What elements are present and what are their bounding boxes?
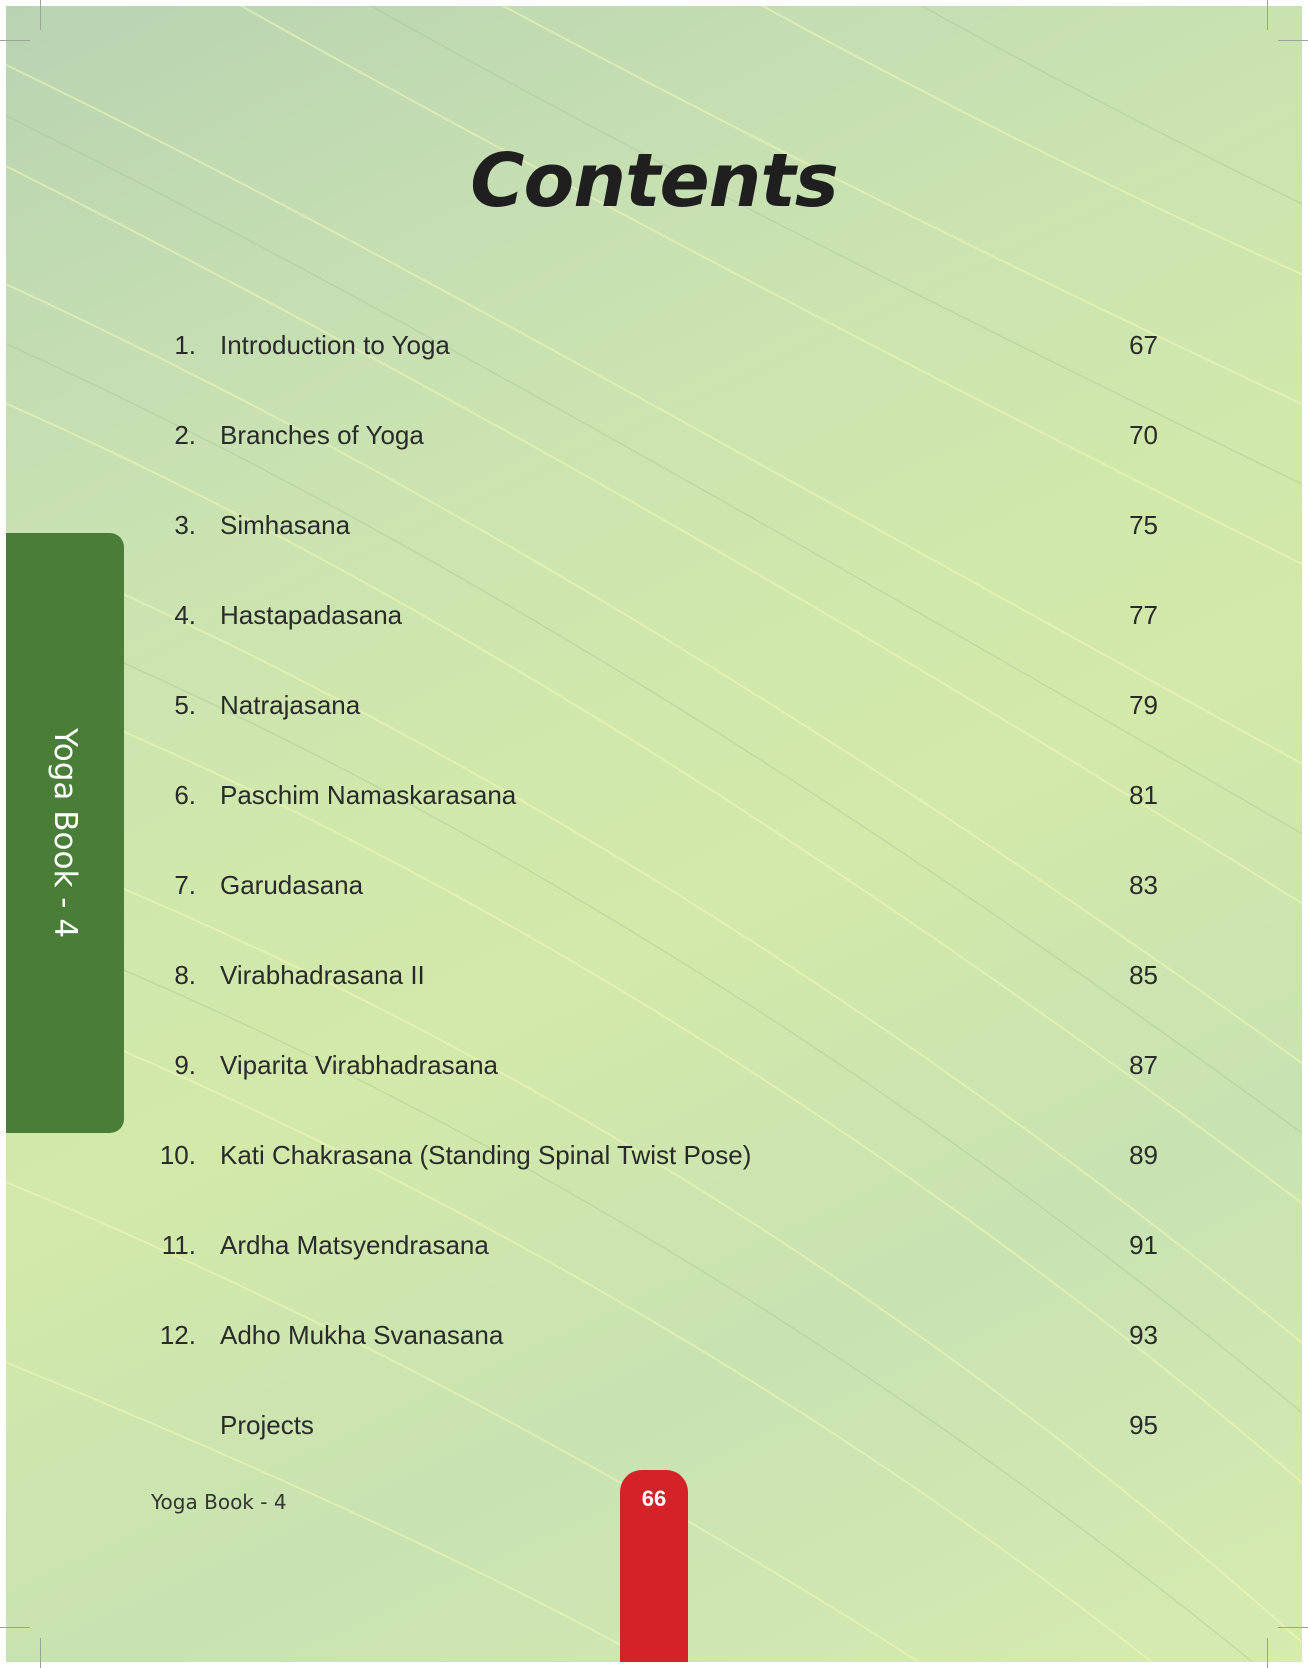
- toc-entry[interactable]: [0, 780, 1308, 830]
- toc-entry[interactable]: [0, 1050, 1308, 1100]
- crop-mark: [1267, 0, 1268, 30]
- toc-entry-title: Branches of Yoga: [220, 420, 424, 450]
- toc-entry[interactable]: [0, 1230, 1308, 1280]
- toc-entry-title: Kati Chakrasana (Standing Spinal Twist Pose): [220, 1140, 752, 1170]
- toc-entry-page: 81: [1129, 780, 1158, 810]
- toc-entry-number: 8.: [174, 960, 196, 990]
- toc-entry-title: Virabhadrasana II: [220, 960, 425, 990]
- toc-entry-title: Projects: [220, 1410, 314, 1440]
- toc-entry-page: 75: [1129, 510, 1158, 540]
- toc-entry-number: 5.: [174, 690, 196, 720]
- toc-entry-page: 93: [1129, 1320, 1158, 1350]
- toc-entry[interactable]: [0, 960, 1308, 1010]
- crop-mark: [40, 1638, 41, 1668]
- toc-entry[interactable]: [0, 420, 1308, 470]
- toc-entry-title: Introduction to Yoga: [220, 330, 450, 360]
- crop-mark: [40, 0, 41, 30]
- footer-book-title: Yoga Book - 4: [151, 1490, 287, 1514]
- toc-entry-page: 77: [1129, 600, 1158, 630]
- toc-entry[interactable]: [0, 870, 1308, 920]
- toc-entry[interactable]: [0, 600, 1308, 650]
- toc-entry-title: Garudasana: [220, 870, 364, 900]
- toc-entry-projects[interactable]: [0, 1410, 1308, 1460]
- toc-entry-number: 9.: [174, 1050, 196, 1080]
- toc-entry[interactable]: [0, 690, 1308, 740]
- toc-entry-title: Adho Mukha Svanasana: [220, 1320, 504, 1350]
- toc-entry-title: Paschim Namaskarasana: [220, 780, 517, 810]
- toc-entry-number: 12.: [159, 1320, 196, 1350]
- toc-entry-page: 85: [1129, 960, 1158, 990]
- toc-entry-number: 11.: [161, 1230, 196, 1260]
- toc-entry-page: 70: [1129, 420, 1158, 450]
- toc-entry-number: 6.: [174, 780, 196, 810]
- toc-entry-page: 79: [1129, 690, 1158, 720]
- toc-entry-number: 1.: [174, 330, 196, 360]
- toc-entry-page: 95: [1129, 1410, 1158, 1440]
- crop-mark: [1267, 1638, 1268, 1668]
- toc-entry-title: Hastapadasana: [220, 600, 403, 630]
- toc-entry-page: 83: [1129, 870, 1158, 900]
- toc-entry-number: 2.: [174, 420, 196, 450]
- toc-entry-page: 67: [1129, 330, 1158, 360]
- toc-entry-number: 3.: [174, 510, 196, 540]
- toc-entry[interactable]: [0, 1140, 1308, 1190]
- toc-entry-title: Viparita Virabhadrasana: [220, 1050, 499, 1080]
- page-title: Contents: [470, 138, 838, 224]
- toc-entry-number: 4.: [174, 600, 196, 630]
- crop-mark: [0, 40, 30, 41]
- page-number: 66: [641, 1486, 667, 1511]
- toc-entry-title: Ardha Matsyendrasana: [220, 1230, 489, 1260]
- toc-entry-number: 7.: [174, 870, 196, 900]
- toc-entry[interactable]: [0, 1320, 1308, 1370]
- crop-mark: [1278, 1627, 1308, 1628]
- toc-entry[interactable]: [0, 510, 1308, 560]
- page-number-tab: [620, 1470, 688, 1662]
- toc-entry-number: 10.: [159, 1140, 196, 1170]
- toc-entry-title: Simhasana: [220, 510, 351, 540]
- toc-entry-title: Natrajasana: [220, 690, 361, 720]
- toc-entry-page: 89: [1129, 1140, 1158, 1170]
- toc-entry-page: 91: [1129, 1230, 1158, 1260]
- side-tab: [6, 533, 124, 1133]
- side-tab-label: Yoga Book - 4: [47, 727, 83, 939]
- toc-entry[interactable]: [0, 330, 1308, 380]
- toc-entry-page: 87: [1129, 1050, 1158, 1080]
- crop-mark: [0, 1627, 30, 1628]
- crop-mark: [1278, 40, 1308, 41]
